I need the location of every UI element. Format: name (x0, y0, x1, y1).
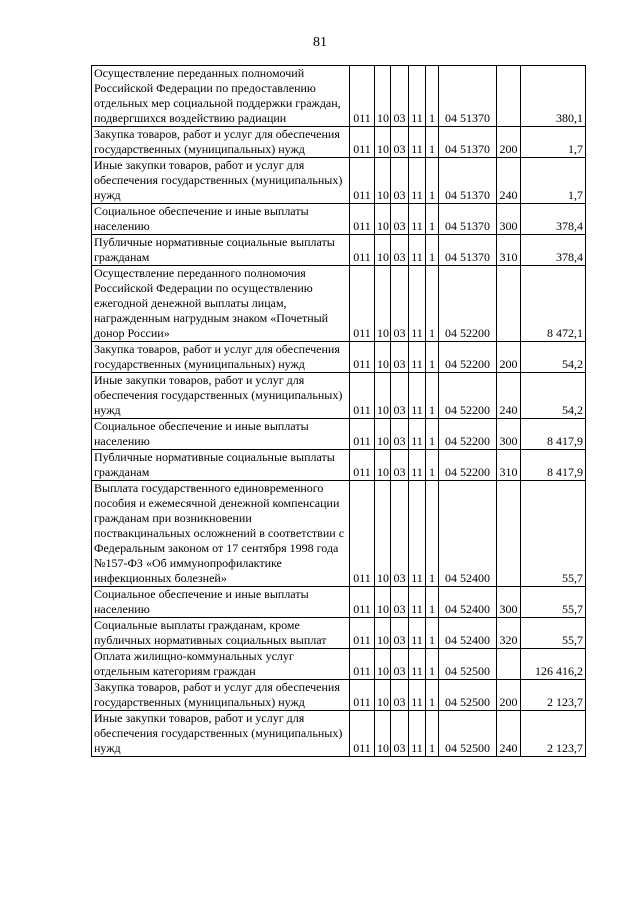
table-row (92, 680, 586, 711)
subprogram-code: 1 (426, 587, 439, 618)
ministry-code: 011 (350, 419, 375, 450)
table-row (92, 618, 586, 649)
target-article-code: 04 52200 (439, 419, 497, 450)
table-row (92, 373, 586, 419)
subsection-code: 03 (391, 204, 409, 235)
row-name: Социальное обеспечение и иные выплаты населению (92, 587, 350, 618)
subprogram-code: 1 (426, 649, 439, 680)
expense-type-code: 200 (497, 342, 521, 373)
target-article-code: 04 52200 (439, 450, 497, 481)
amount: 126 416,2 (521, 649, 586, 680)
expense-type-code (497, 266, 521, 342)
amount: 55,7 (521, 587, 586, 618)
ministry-code: 011 (350, 711, 375, 757)
row-name: Иные закупки товаров, работ и услуг для обеспечения государственных (муниципальных) нужд (92, 711, 350, 757)
table-row (92, 342, 586, 373)
subprogram-code: 1 (426, 373, 439, 419)
subsection-code: 03 (391, 373, 409, 419)
target-article-code: 04 52400 (439, 481, 497, 587)
target-article-code: 04 52400 (439, 587, 497, 618)
amount: 55,7 (521, 481, 586, 587)
expense-type-code (497, 649, 521, 680)
subprogram-code: 1 (426, 266, 439, 342)
target-article-code: 04 52500 (439, 680, 497, 711)
ministry-code: 011 (350, 127, 375, 158)
expense-type-code: 310 (497, 450, 521, 481)
target-article-code: 04 52200 (439, 266, 497, 342)
row-name: Социальные выплаты гражданам, кроме публичных нормативных социальных выплат (92, 618, 350, 649)
section-code: 10 (375, 680, 391, 711)
program-code: 11 (409, 680, 426, 711)
ministry-code: 011 (350, 266, 375, 342)
program-code: 11 (409, 158, 426, 204)
section-code: 10 (375, 618, 391, 649)
subprogram-code: 1 (426, 450, 439, 481)
row-name: Осуществление переданных полномочий Российской Федерации по предоставлению отдельных мер социальной поддержки граждан, подвергшихся воздействию радиации (92, 66, 350, 127)
table-row (92, 235, 586, 266)
amount: 378,4 (521, 204, 586, 235)
row-name: Закупка товаров, работ и услуг для обеспечения государственных (муниципальных) нужд (92, 342, 350, 373)
section-code: 10 (375, 266, 391, 342)
expense-type-code: 300 (497, 419, 521, 450)
row-name: Социальное обеспечение и иные выплаты населению (92, 204, 350, 235)
table-row (92, 158, 586, 204)
table-row (92, 711, 586, 757)
program-code: 11 (409, 204, 426, 235)
subprogram-code: 1 (426, 342, 439, 373)
amount: 8 417,9 (521, 450, 586, 481)
table-row (92, 127, 586, 158)
row-name: Публичные нормативные социальные выплаты гражданам (92, 450, 350, 481)
section-code: 10 (375, 373, 391, 419)
table-row (92, 649, 586, 680)
table-row (92, 450, 586, 481)
expense-type-code: 310 (497, 235, 521, 266)
subprogram-code: 1 (426, 235, 439, 266)
subsection-code: 03 (391, 266, 409, 342)
target-article-code: 04 51370 (439, 127, 497, 158)
target-article-code: 04 52500 (439, 649, 497, 680)
subsection-code: 03 (391, 587, 409, 618)
amount: 8 417,9 (521, 419, 586, 450)
ministry-code: 011 (350, 158, 375, 204)
expense-type-code: 300 (497, 587, 521, 618)
program-code: 11 (409, 587, 426, 618)
target-article-code: 04 51370 (439, 235, 497, 266)
subprogram-code: 1 (426, 481, 439, 587)
subprogram-code: 1 (426, 680, 439, 711)
expense-type-code: 200 (497, 680, 521, 711)
amount: 1,7 (521, 158, 586, 204)
section-code: 10 (375, 342, 391, 373)
target-article-code: 04 52400 (439, 618, 497, 649)
expense-type-code (497, 66, 521, 127)
amount: 380,1 (521, 66, 586, 127)
target-article-code: 04 51370 (439, 158, 497, 204)
expense-type-code: 240 (497, 158, 521, 204)
amount: 2 123,7 (521, 711, 586, 757)
subsection-code: 03 (391, 450, 409, 481)
section-code: 10 (375, 649, 391, 680)
subsection-code: 03 (391, 127, 409, 158)
ministry-code: 011 (350, 342, 375, 373)
subsection-code: 03 (391, 235, 409, 266)
subprogram-code: 1 (426, 127, 439, 158)
subsection-code: 03 (391, 649, 409, 680)
section-code: 10 (375, 127, 391, 158)
expense-type-code (497, 481, 521, 587)
row-name: Публичные нормативные социальные выплаты гражданам (92, 235, 350, 266)
row-name: Закупка товаров, работ и услуг для обеспечения государственных (муниципальных) нужд (92, 680, 350, 711)
expense-type-code: 240 (497, 711, 521, 757)
program-code: 11 (409, 711, 426, 757)
subsection-code: 03 (391, 481, 409, 587)
subprogram-code: 1 (426, 158, 439, 204)
ministry-code: 011 (350, 66, 375, 127)
ministry-code: 011 (350, 481, 375, 587)
budget-table (91, 65, 586, 757)
subprogram-code: 1 (426, 66, 439, 127)
subsection-code: 03 (391, 342, 409, 373)
table-row (92, 419, 586, 450)
program-code: 11 (409, 127, 426, 158)
program-code: 11 (409, 266, 426, 342)
expense-type-code: 320 (497, 618, 521, 649)
expense-type-code: 240 (497, 373, 521, 419)
subsection-code: 03 (391, 618, 409, 649)
section-code: 10 (375, 235, 391, 266)
table-row (92, 587, 586, 618)
program-code: 11 (409, 481, 426, 587)
program-code: 11 (409, 450, 426, 481)
row-name: Выплата государственного единовременного пособия и ежемесячной денежной компенсации гражданам при возникновении поствакцинальных осложнений в соответствии с Федеральным законом от 17 сентября 1998 года №157-ФЗ «Об иммунопрофилактике инфекционных болезней» (92, 481, 350, 587)
section-code: 10 (375, 587, 391, 618)
row-name: Иные закупки товаров, работ и услуг для обеспечения государственных (муниципальных) нужд (92, 373, 350, 419)
expense-type-code: 300 (497, 204, 521, 235)
section-code: 10 (375, 419, 391, 450)
section-code: 10 (375, 450, 391, 481)
subprogram-code: 1 (426, 618, 439, 649)
ministry-code: 011 (350, 618, 375, 649)
program-code: 11 (409, 66, 426, 127)
row-name: Осуществление переданного полномочия Российской Федерации по осуществлению ежегодной денежной выплаты лицам, награжденным нагрудным знаком «Почетный донор России» (92, 266, 350, 342)
subsection-code: 03 (391, 66, 409, 127)
target-article-code: 04 52500 (439, 711, 497, 757)
table-row (92, 266, 586, 342)
ministry-code: 011 (350, 204, 375, 235)
section-code: 10 (375, 158, 391, 204)
subprogram-code: 1 (426, 419, 439, 450)
table-row (92, 481, 586, 587)
program-code: 11 (409, 419, 426, 450)
amount: 54,2 (521, 342, 586, 373)
section-code: 10 (375, 204, 391, 235)
subsection-code: 03 (391, 680, 409, 711)
table-row (92, 204, 586, 235)
table-row (92, 66, 586, 127)
amount: 2 123,7 (521, 680, 586, 711)
target-article-code: 04 52200 (439, 373, 497, 419)
section-code: 10 (375, 66, 391, 127)
amount: 8 472,1 (521, 266, 586, 342)
subsection-code: 03 (391, 711, 409, 757)
row-name: Закупка товаров, работ и услуг для обеспечения государственных (муниципальных) нужд (92, 127, 350, 158)
program-code: 11 (409, 342, 426, 373)
page-number: 81 (313, 35, 327, 50)
program-code: 11 (409, 235, 426, 266)
ministry-code: 011 (350, 649, 375, 680)
expense-type-code: 200 (497, 127, 521, 158)
amount: 54,2 (521, 373, 586, 419)
target-article-code: 04 51370 (439, 204, 497, 235)
row-name: Социальное обеспечение и иные выплаты населению (92, 419, 350, 450)
subprogram-code: 1 (426, 204, 439, 235)
row-name: Иные закупки товаров, работ и услуг для обеспечения государственных (муниципальных) нужд (92, 158, 350, 204)
ministry-code: 011 (350, 587, 375, 618)
amount: 1,7 (521, 127, 586, 158)
section-code: 10 (375, 711, 391, 757)
subsection-code: 03 (391, 419, 409, 450)
target-article-code: 04 51370 (439, 66, 497, 127)
ministry-code: 011 (350, 235, 375, 266)
ministry-code: 011 (350, 373, 375, 419)
amount: 55,7 (521, 618, 586, 649)
subprogram-code: 1 (426, 711, 439, 757)
program-code: 11 (409, 618, 426, 649)
program-code: 11 (409, 373, 426, 419)
target-article-code: 04 52200 (439, 342, 497, 373)
subsection-code: 03 (391, 158, 409, 204)
section-code: 10 (375, 481, 391, 587)
program-code: 11 (409, 649, 426, 680)
row-name: Оплата жилищно-коммунальных услуг отдельным категориям граждан (92, 649, 350, 680)
ministry-code: 011 (350, 680, 375, 711)
ministry-code: 011 (350, 450, 375, 481)
amount: 378,4 (521, 235, 586, 266)
